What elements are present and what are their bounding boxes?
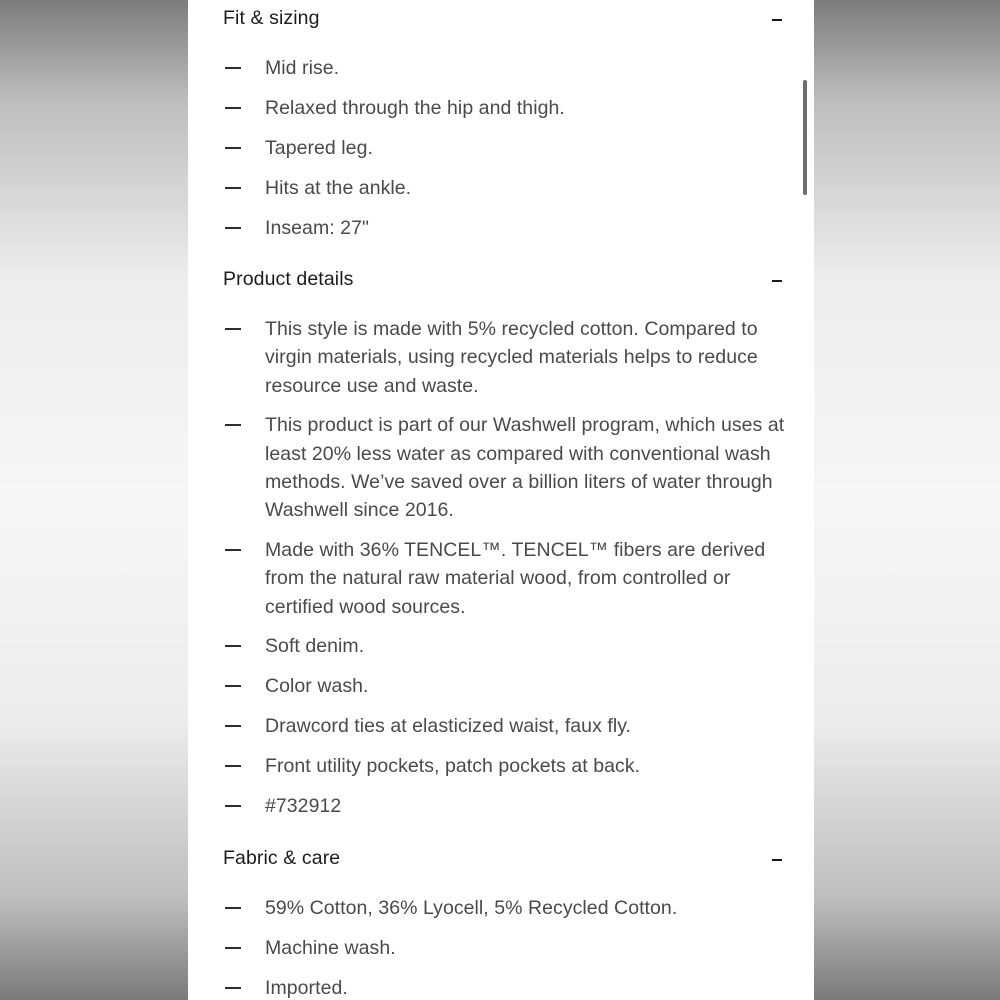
fabric-care-list: [225, 894, 785, 1000]
dash-bullet-icon: [225, 147, 241, 149]
dash-bullet-icon: [225, 685, 241, 687]
section-title-product-details: Product details: [223, 268, 354, 290]
list-item: This product is part of our Washwell program, which uses at least 20% less water as compared with conventional wash methods. We’ve saved over a billion liters of water through Washwell since 2016.: [225, 411, 785, 525]
accordion-header-fabric-care[interactable]: [223, 843, 783, 873]
dash-bullet-icon: [225, 947, 241, 949]
dash-bullet-icon: [225, 227, 241, 229]
list-item: This style is made with 5% recycled cotton. Compared to virgin materials, using recycled materials helps to reduce resource use and waste.: [225, 315, 785, 400]
dash-bullet-icon: [225, 805, 241, 807]
list-item: Hits at the ankle.: [225, 174, 785, 202]
dash-bullet-icon: [225, 107, 241, 109]
collapse-minus-icon[interactable]: [769, 843, 785, 873]
list-item: Front utility pockets, patch pockets at back.: [225, 752, 785, 780]
dash-bullet-icon: [225, 549, 241, 551]
list-item: #732912: [225, 792, 785, 820]
section-title-fit-sizing: Fit & sizing: [223, 7, 320, 29]
dash-bullet-icon: [225, 907, 241, 909]
dash-bullet-icon: [225, 67, 241, 69]
section-title-fabric-care: Fabric & care: [223, 847, 341, 869]
list-item: 59% Cotton, 36% Lyocell, 5% Recycled Cotton.: [225, 894, 785, 922]
fit-sizing-list: [225, 54, 785, 242]
dash-bullet-icon: [225, 987, 241, 989]
dash-bullet-icon: [225, 765, 241, 767]
list-item: Drawcord ties at elasticized waist, faux fly.: [225, 712, 785, 740]
dash-bullet-icon: [225, 725, 241, 727]
list-item: Soft denim.: [225, 632, 785, 660]
product-info-panel: [188, 0, 814, 1000]
dash-bullet-icon: [225, 328, 241, 330]
list-item: Mid rise.: [225, 54, 785, 82]
dash-bullet-icon: [225, 424, 241, 426]
list-item: Imported.: [225, 974, 785, 1000]
product-details-list: [225, 315, 785, 820]
dash-bullet-icon: [225, 645, 241, 647]
list-item: Inseam: 27": [225, 214, 785, 242]
accordion-header-fit-sizing[interactable]: [223, 3, 783, 33]
list-item: Color wash.: [225, 672, 785, 700]
list-item: Made with 36% TENCEL™. TENCEL™ fibers are derived from the natural raw material wood, from controlled or certified wood sources.: [225, 536, 785, 621]
scrollbar-thumb[interactable]: [803, 80, 807, 195]
dash-bullet-icon: [225, 187, 241, 189]
collapse-minus-icon[interactable]: [769, 3, 785, 33]
collapse-minus-icon[interactable]: [769, 264, 785, 294]
accordion-header-product-details[interactable]: [223, 264, 783, 294]
list-item: Tapered leg.: [225, 134, 785, 162]
list-item: Relaxed through the hip and thigh.: [225, 94, 785, 122]
list-item: Machine wash.: [225, 934, 785, 962]
